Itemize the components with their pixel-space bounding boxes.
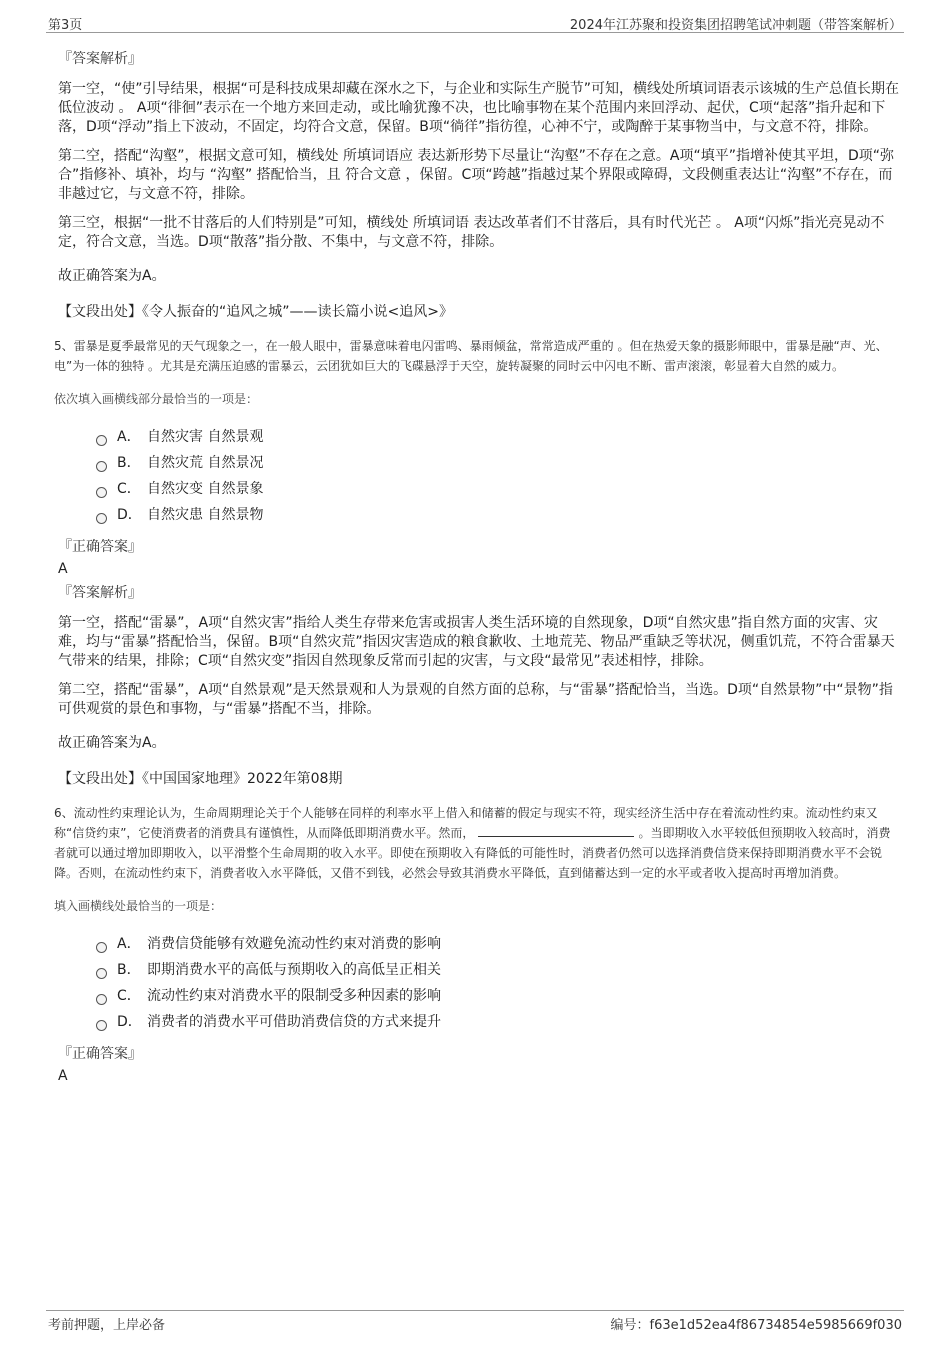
- radio-icon[interactable]: [96, 487, 107, 498]
- radio-icon[interactable]: [96, 994, 107, 1005]
- option-b[interactable]: [96, 450, 902, 476]
- document-title: 2024年江苏聚和投资集团招聘笔试冲刺题（带答案解析）: [569, 18, 902, 33]
- page-footer: [46, 1310, 904, 1335]
- correct-answer-label: 『正确答案』: [58, 539, 142, 555]
- page-content: [56, 44, 902, 1085]
- footer-slogan: 考前押题，上岸必备: [48, 1318, 166, 1333]
- option-c[interactable]: [96, 476, 902, 502]
- page-header: [46, 12, 904, 33]
- option-letter: C．: [117, 988, 141, 1004]
- option-letter: B．: [117, 962, 141, 978]
- option-c[interactable]: [96, 983, 902, 1009]
- correct-answer: A: [58, 561, 68, 577]
- analysis-paragraph: 第一空，搭配“雷暴”，A项“自然灾害”指给人类生存带来危害或损害人类生活环境的自然现象，D项“自然灾患”指自然方面的灾害、灾难，均与“雷暴”搭配恰当，保留。B项“自然灾荒”指因灾害造成的粮食歉收、土地荒芜、物品严重缺乏等状况，侧重饥荒，不符合雷暴天气带来的结果，排除；C项“自然灾变”指因自然现象反常而引起的灾害，与文段“最常见”表述相悖，排除。: [58, 615, 895, 669]
- question-6-text-after: 。当即期收入水平较低但预期收入较高时，消费者就可以通过增加即期收入，以平滑整个生命周期的收入水平。即使在预期收入有降低的可能性时，消费者仍然可以选择消费信贷来保持即期消费水平不会锐降。否则，在流动性约束下，消费者收入水平降低，又借不到钱，必然会导致其消费水平降低，直到储蓄达到一定的水平或者收入提高时再增加消费。: [54, 826, 891, 880]
- analysis-paragraph: 第二空，搭配“雷暴”，A项“自然景观”是天然景观和人为景观的自然方面的总称，与“雷暴”搭配恰当，当选。D项“自然景物”中“景物”指可供观赏的景色和事物，与“雷暴”搭配不当，排除。: [58, 682, 893, 717]
- option-b[interactable]: [96, 957, 902, 983]
- fill-blank: [478, 824, 634, 837]
- analysis-paragraph: 第二空，搭配“沟壑”，根据文意可知，横线处 所填词语应 表达新形势下尽量让“沟壑”不存在之意。A项“填平”指增补使其平坦，D项“弥合”指修补、填补，均与 “沟壑” 搭配恰当，且 符合文意 ，保留。C项“跨越”指越过某个界限或障碍，文段侧重表达让“沟壑”不存在，而非越过它，与文意不符，排除。: [58, 148, 895, 202]
- analysis-paragraph: 第三空，根据“一批不甘落后的人们特别是”可知，横线处 所填词语 表达改革者们不甘落后，具有时代光芒 。 A项“闪烁”指光亮晃动不定，符合文意，当选。D项“散落”指分散、不集中，与文意不符，排除。: [58, 215, 885, 250]
- page-number: 第3页: [48, 18, 83, 33]
- analysis-label: 『答案解析』: [58, 585, 142, 601]
- source-citation: 【文段出处】《中国国家地理》2022年第08期: [58, 771, 343, 787]
- question-6-text-before: 6、流动性约束理论认为，生命周期理论关于个人能够在同样的利率水平上借入和储蓄的假定与现实不符，现实经济生活中存在着流动性约束。流动性约束又称“信贷约束”，它使消费者的消费具有谨慎性，从而降低即期消费水平。然而，: [54, 806, 878, 840]
- option-letter: D．: [117, 507, 142, 523]
- correct-answer-label: 『正确答案』: [58, 1046, 142, 1062]
- option-text: 自然灾患 自然景物: [147, 507, 264, 523]
- analysis-label: 『答案解析』: [58, 51, 142, 67]
- option-letter: A．: [117, 936, 141, 952]
- conclusion: 故正确答案为A。: [58, 735, 166, 751]
- option-d[interactable]: [96, 502, 902, 528]
- option-a[interactable]: [96, 931, 902, 957]
- question-5-prompt: 依次填入画横线部分最恰当的一项是：: [54, 392, 259, 406]
- radio-icon[interactable]: [96, 942, 107, 953]
- radio-icon[interactable]: [96, 968, 107, 979]
- option-text: 流动性约束对消费水平的限制受多种因素的影响: [147, 988, 441, 1004]
- source-citation: 【文段出处】《令人振奋的“追风之城”——读长篇小说<追风>》: [58, 304, 453, 320]
- option-text: 自然灾变 自然景象: [147, 481, 264, 497]
- question-5-options: [96, 424, 902, 528]
- radio-icon[interactable]: [96, 461, 107, 472]
- radio-icon[interactable]: [96, 1020, 107, 1031]
- document-id: 编号：f63e1d52ea4f86734854e5985669f030: [610, 1318, 902, 1333]
- question-6-text: [54, 803, 902, 883]
- option-d[interactable]: [96, 1009, 902, 1035]
- option-a[interactable]: [96, 424, 902, 450]
- option-text: 消费者的消费水平可借助消费信贷的方式来提升: [147, 1014, 441, 1030]
- question-6-options: [96, 931, 902, 1035]
- question-6-prompt: 填入画横线处最恰当的一项是：: [54, 899, 223, 913]
- option-text: 即期消费水平的高低与预期收入的高低呈正相关: [147, 962, 441, 978]
- option-text: 自然灾荒 自然景况: [147, 455, 264, 471]
- option-letter: D．: [117, 1014, 142, 1030]
- correct-answer: A: [58, 1068, 68, 1084]
- option-letter: A．: [117, 429, 141, 445]
- option-text: 消费信贷能够有效避免流动性约束对消费的影响: [147, 936, 441, 952]
- question-5-text: 5、雷暴是夏季最常见的天气现象之一，在一般人眼中，雷暴意味着电闪雷鸣、暴雨倾盆，常常造成严重的 。但在热爱天象的摄影师眼中，雷暴是融“声、光、电”为一体的独特 。尤其是充满压迫感的雷暴云，云团犹如巨大的飞碟悬浮于天空，旋转凝聚的同时云中闪电不断、雷声滚滚，彰显着大自然的威力。: [54, 339, 888, 373]
- conclusion: 故正确答案为A。: [58, 268, 166, 284]
- radio-icon[interactable]: [96, 513, 107, 524]
- option-letter: C．: [117, 481, 141, 497]
- radio-icon[interactable]: [96, 435, 107, 446]
- analysis-paragraph: 第一空，“使”引导结果，根据“可是科技成果却藏在深水之下，与企业和实际生产脱节”可知，横线处所填词语表示该城的生产总值长期在低位波动 。 A项“徘徊”表示在一个地方来回走动，或比喻犹豫不决，也比喻事物在某个范围内来回浮动、起伏，C项“起落”指升起和下落，D项“浮动”指上下波动，不固定，均符合文意，保留。B项“徜徉”指彷徨，心神不宁，或陶醉于某事物当中，与文意不符，排除。: [58, 81, 900, 135]
- option-text: 自然灾害 自然景观: [147, 429, 264, 445]
- option-letter: B．: [117, 455, 141, 471]
